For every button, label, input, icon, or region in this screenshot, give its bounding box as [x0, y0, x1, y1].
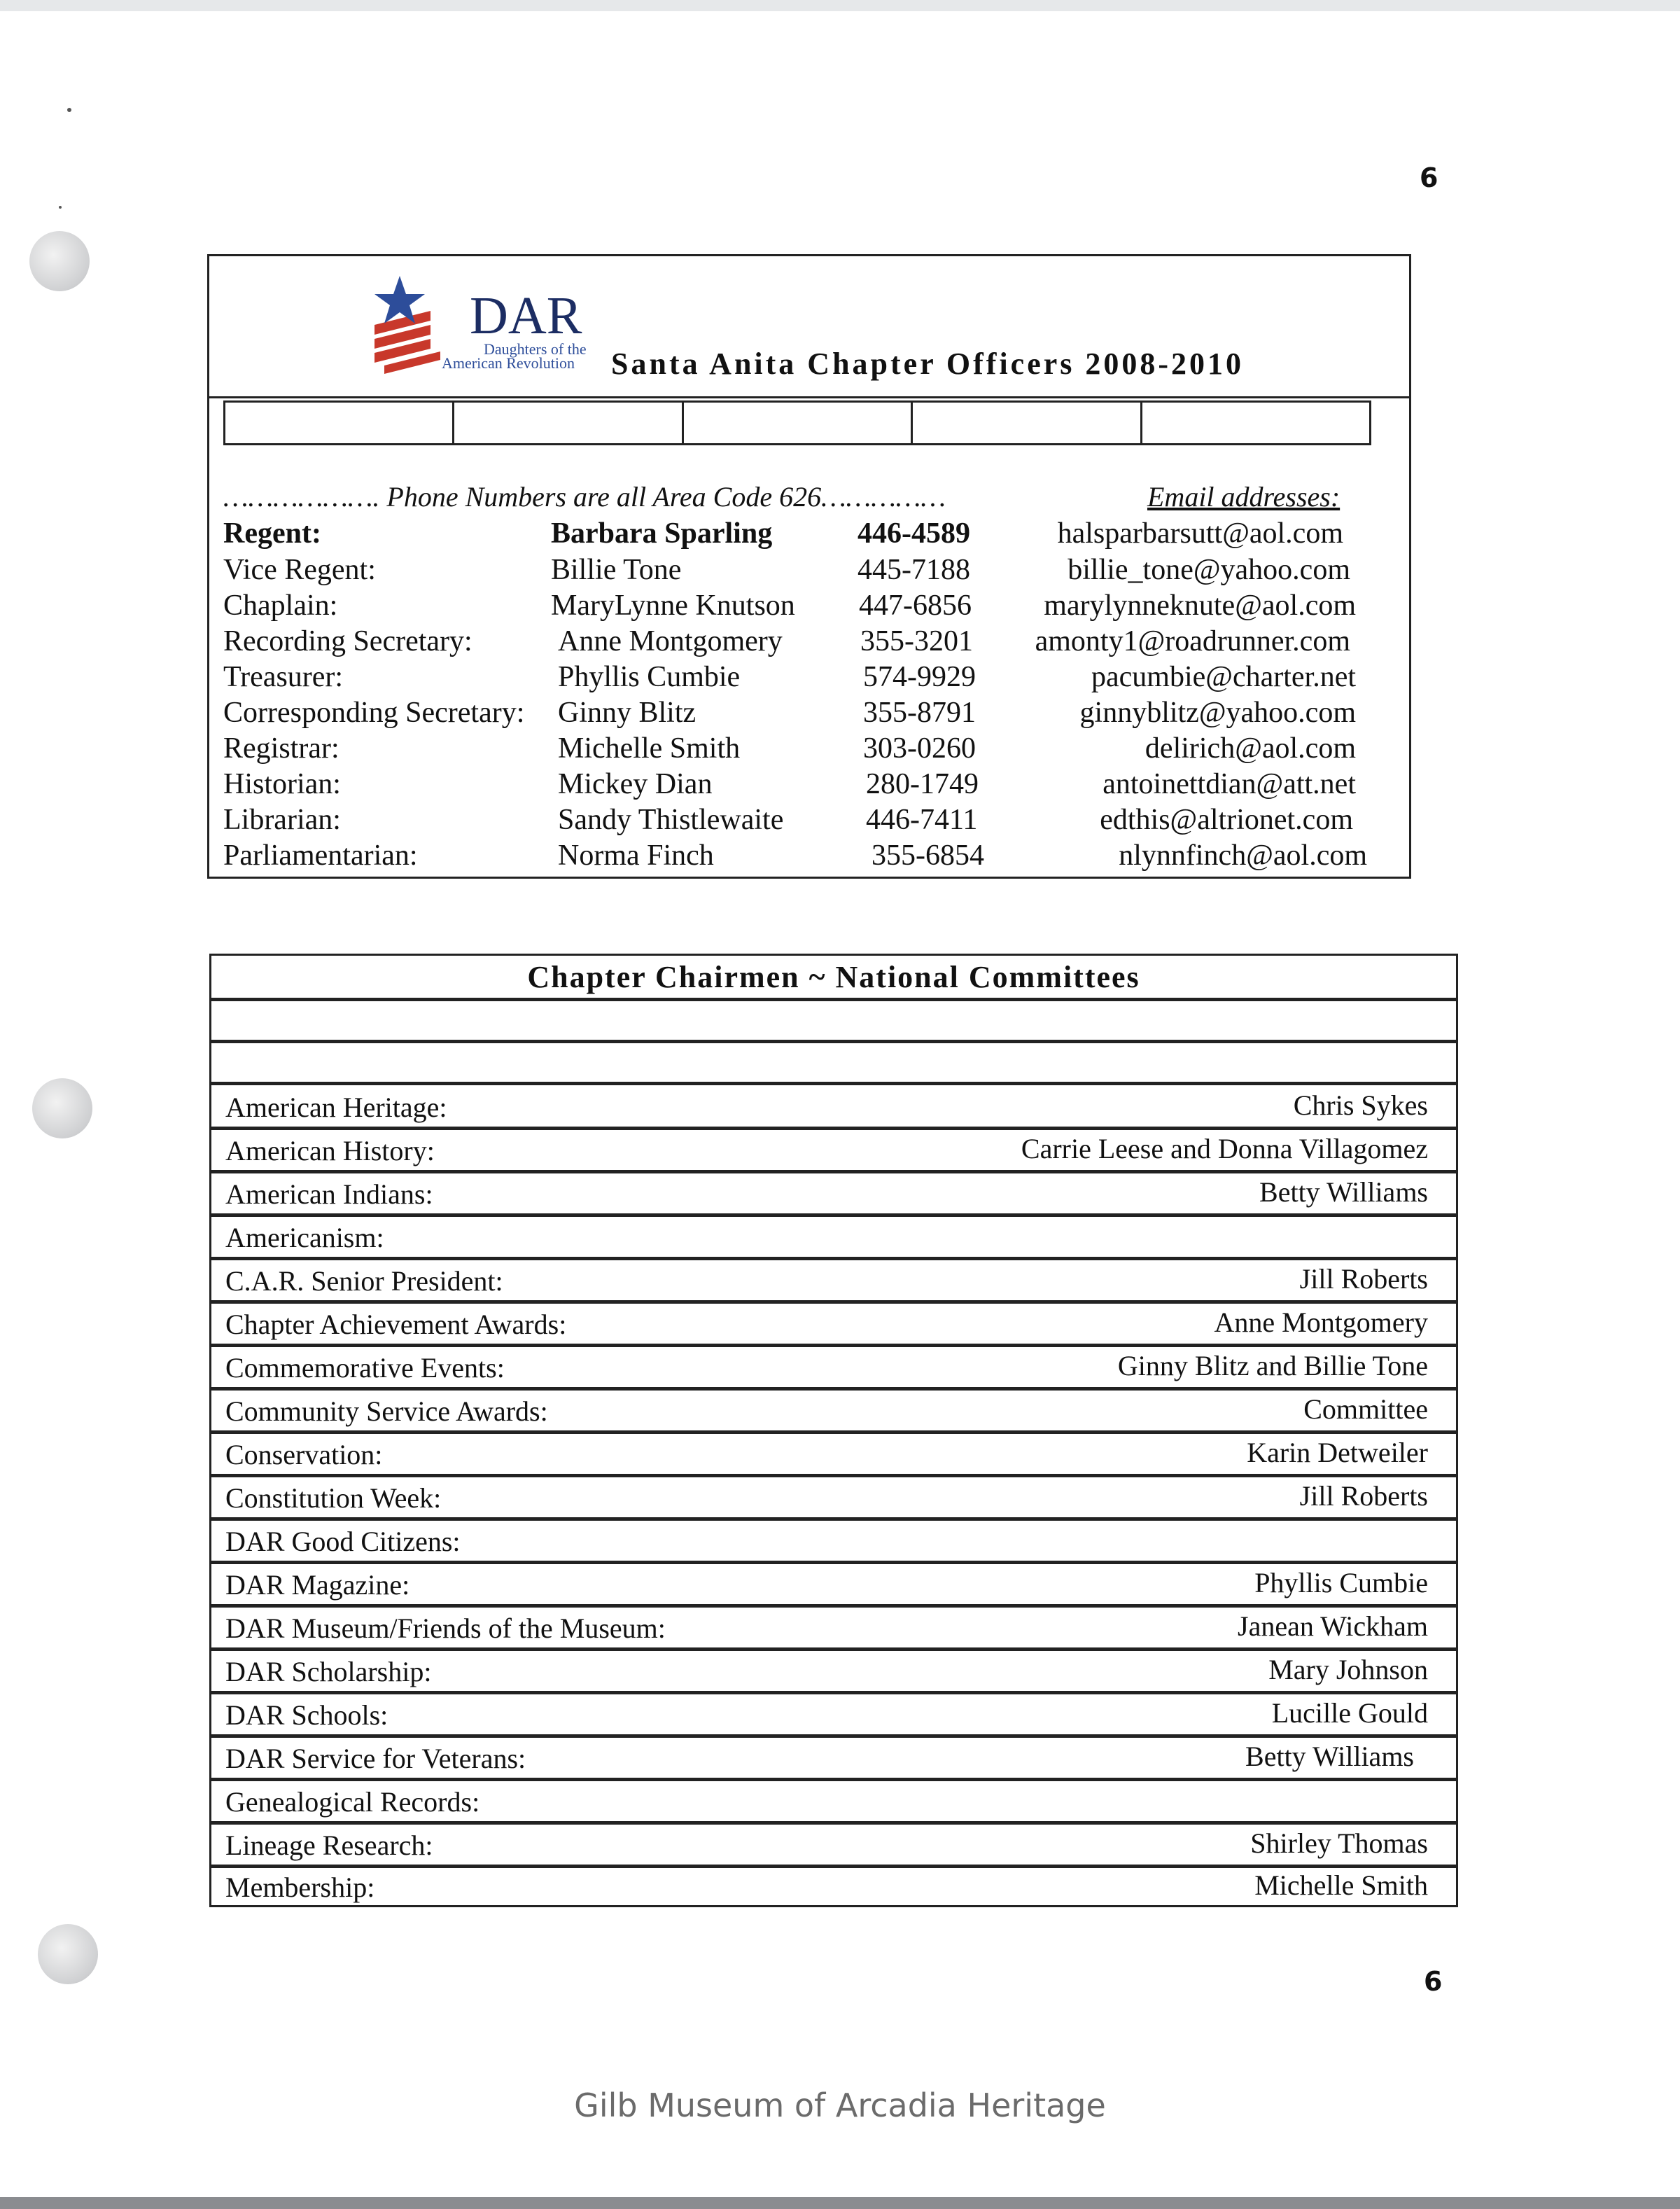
officer-role: Treasurer:	[223, 661, 344, 693]
committee-row	[211, 1391, 1456, 1430]
committee-label: C.A.R. Senior President:	[225, 1265, 503, 1297]
committee-label: Community Service Awards:	[225, 1395, 548, 1427]
chairmen-title: Chapter Chairmen ~ National Committees	[527, 960, 1140, 994]
empty-cell-strip	[223, 400, 1371, 445]
row-divider	[211, 998, 1456, 1001]
row-divider	[211, 1127, 1456, 1130]
binder-hole-top	[29, 231, 90, 291]
committee-row	[211, 1867, 1456, 1907]
officer-row	[223, 589, 1392, 625]
committee-label: Americanism:	[225, 1222, 384, 1253]
committee-chair: Anne Montgomery	[1214, 1306, 1428, 1338]
row-divider	[211, 1734, 1456, 1738]
committee-row	[211, 1565, 1456, 1604]
row-divider	[211, 1517, 1456, 1521]
committee-chair: Karin Detweiler	[1247, 1437, 1428, 1468]
row-divider	[211, 1170, 1456, 1173]
officer-name: Anne Montgomery	[558, 625, 783, 657]
committee-label: DAR Good Citizens:	[225, 1526, 461, 1557]
officer-row	[223, 732, 1392, 768]
row-divider	[211, 1430, 1456, 1434]
officer-phone: 446-4589	[858, 517, 970, 550]
officers-panel	[207, 254, 1411, 879]
officer-phone: 355-8791	[863, 697, 976, 729]
officer-role: Registrar:	[223, 732, 340, 765]
header-divider	[209, 396, 1409, 398]
committee-row	[211, 1348, 1456, 1387]
officers-title: Santa Anita Chapter Officers 2008-2010	[611, 347, 1245, 381]
committee-row	[211, 1825, 1456, 1865]
page-number-bottom: 6	[1424, 1966, 1443, 1997]
officer-phone: 574-9929	[863, 661, 976, 693]
officer-name: Sandy Thistlewaite	[558, 804, 784, 836]
binder-hole-bottom	[38, 1924, 98, 1984]
logo-subtitle-2: American Revolution	[442, 354, 575, 372]
officer-row	[223, 660, 1392, 697]
officer-email: delirich@aol.com	[1144, 732, 1356, 765]
row-divider	[211, 1604, 1456, 1608]
officer-row	[223, 839, 1392, 875]
officer-email: nlynnfinch@aol.com	[1119, 839, 1367, 872]
officer-phone: 445-7188	[858, 554, 970, 586]
committee-row	[211, 1304, 1456, 1344]
dar-logo	[374, 269, 612, 374]
committee-row	[211, 1738, 1456, 1778]
committee-label: American History:	[225, 1135, 435, 1166]
committee-chair: Michelle Smith	[1254, 1869, 1428, 1901]
committee-label: DAR Magazine:	[225, 1569, 410, 1601]
committee-label: Conservation:	[225, 1439, 383, 1470]
officer-role: Recording Secretary:	[223, 625, 472, 657]
chairmen-table	[209, 954, 1458, 1907]
officer-phone: 303-0260	[863, 732, 976, 765]
committee-row	[211, 1521, 1456, 1561]
committee-label: American Heritage:	[225, 1092, 447, 1123]
committee-label: Commemorative Events:	[225, 1352, 505, 1384]
officer-phone: 447-6856	[859, 590, 972, 622]
committee-chair: Betty Williams	[1245, 1741, 1414, 1772]
committee-row	[211, 1608, 1456, 1647]
row-divider	[211, 1561, 1456, 1564]
committee-label: Membership:	[225, 1872, 375, 1903]
officer-name: Phyllis Cumbie	[558, 661, 741, 693]
officer-email: ginnyblitz@yahoo.com	[1079, 697, 1356, 729]
officer-role: Historian:	[223, 768, 341, 800]
committee-row	[211, 1435, 1456, 1474]
officer-email: amonty1@roadrunner.com	[1035, 625, 1350, 657]
scan-speck	[59, 206, 62, 209]
committee-label: Constitution Week:	[225, 1482, 442, 1514]
officer-role: Vice Regent:	[223, 554, 376, 586]
officer-row	[223, 767, 1392, 804]
officer-role: Librarian:	[223, 804, 341, 836]
committee-label: DAR Service for Veterans:	[225, 1743, 526, 1774]
committee-row	[211, 1174, 1456, 1213]
committee-label: Genealogical Records:	[225, 1786, 480, 1818]
officer-email: pacumbie@charter.net	[1091, 661, 1356, 693]
row-divider	[211, 1821, 1456, 1825]
committee-row	[211, 1478, 1456, 1517]
scan-top-edge	[0, 0, 1680, 11]
scan-bottom-edge	[0, 2197, 1680, 2209]
row-divider	[211, 1213, 1456, 1217]
committee-chair: Janean Wickham	[1238, 1610, 1428, 1642]
officer-name: Billie Tone	[551, 554, 682, 586]
officer-name: Norma Finch	[558, 839, 714, 872]
committee-label: DAR Scholarship:	[225, 1656, 432, 1687]
officer-name: MaryLynne Knutson	[551, 590, 795, 622]
binder-hole-middle	[32, 1078, 92, 1138]
committee-chair: Jill Roberts	[1299, 1263, 1428, 1295]
officer-role: Parliamentarian:	[223, 839, 418, 872]
committee-chair: Ginny Blitz and Billie Tone	[1117, 1350, 1428, 1381]
row-divider	[211, 1647, 1456, 1651]
officer-email: antoinettdian@att.net	[1102, 768, 1356, 800]
committee-label: American Indians:	[225, 1178, 433, 1210]
logo-subtitle-1: Daughters of the	[484, 340, 587, 358]
officer-name: Mickey Dian	[558, 768, 713, 800]
committee-chair: Committee	[1303, 1393, 1428, 1425]
row-divider	[211, 1257, 1456, 1260]
officer-row	[223, 803, 1392, 839]
officer-phone: 355-3201	[860, 625, 973, 657]
committee-row	[211, 1131, 1456, 1170]
committee-row	[211, 1695, 1456, 1734]
officer-row	[223, 553, 1392, 590]
officer-role: Chaplain:	[223, 590, 338, 622]
officer-name: Barbara Sparling	[551, 517, 773, 550]
row-divider	[211, 1474, 1456, 1477]
officer-role: Corresponding Secretary:	[223, 697, 525, 729]
officer-name: Michelle Smith	[558, 732, 741, 765]
committee-row	[211, 1087, 1456, 1127]
officer-email: edthis@altrionet.com	[1100, 804, 1353, 836]
officer-name: Ginny Blitz	[558, 697, 696, 729]
committee-chair: Shirley Thomas	[1250, 1827, 1428, 1859]
row-divider	[211, 1344, 1456, 1347]
row-divider	[211, 1387, 1456, 1391]
officer-phone: 355-6854	[872, 839, 984, 872]
officer-phone: 446-7411	[866, 804, 978, 836]
committee-chair: Phyllis Cumbie	[1254, 1567, 1428, 1598]
officer-row	[223, 517, 1392, 553]
scan-speck	[67, 108, 71, 112]
committee-chair: Mary Johnson	[1268, 1654, 1428, 1685]
page-number-top: 6	[1420, 162, 1438, 193]
committee-chair: Jill Roberts	[1299, 1480, 1428, 1512]
committee-chair: Betty Williams	[1259, 1176, 1428, 1208]
committee-chair: Chris Sykes	[1293, 1089, 1428, 1121]
officer-row	[223, 696, 1392, 732]
committee-label: DAR Museum/Friends of the Museum:	[225, 1612, 666, 1644]
phone-area-code-note: ………………. Phone Numbers are all Area Code 626……………	[223, 481, 946, 513]
committee-row	[211, 1218, 1456, 1257]
committee-chair: Carrie Leese and Donna Villagomez	[1021, 1133, 1428, 1164]
museum-footer: Gilb Museum of Arcadia Heritage	[574, 2086, 1106, 2124]
officer-email: marylynneknute@aol.com	[1044, 590, 1356, 622]
row-divider	[211, 1778, 1456, 1781]
row-divider	[211, 1300, 1456, 1304]
officer-phone: 280-1749	[866, 768, 979, 800]
committee-label: DAR Schools:	[225, 1699, 388, 1731]
committee-row	[211, 1261, 1456, 1300]
row-divider	[211, 1082, 1456, 1085]
committee-chair: Lucille Gould	[1271, 1697, 1428, 1729]
officer-email: halsparbarsutt@aol.com	[1057, 517, 1343, 550]
committee-label: Chapter Achievement Awards:	[225, 1309, 567, 1340]
officer-role: Regent:	[223, 517, 321, 550]
logo-mark: DAR	[470, 286, 582, 345]
email-header: Email addresses:	[1147, 481, 1340, 513]
officer-row	[223, 625, 1392, 661]
committee-row	[211, 1782, 1456, 1821]
row-divider	[211, 1691, 1456, 1694]
committee-label: Lineage Research:	[225, 1830, 433, 1861]
row-divider	[211, 1040, 1456, 1043]
officer-email: billie_tone@yahoo.com	[1068, 554, 1350, 586]
committee-row	[211, 1652, 1456, 1691]
